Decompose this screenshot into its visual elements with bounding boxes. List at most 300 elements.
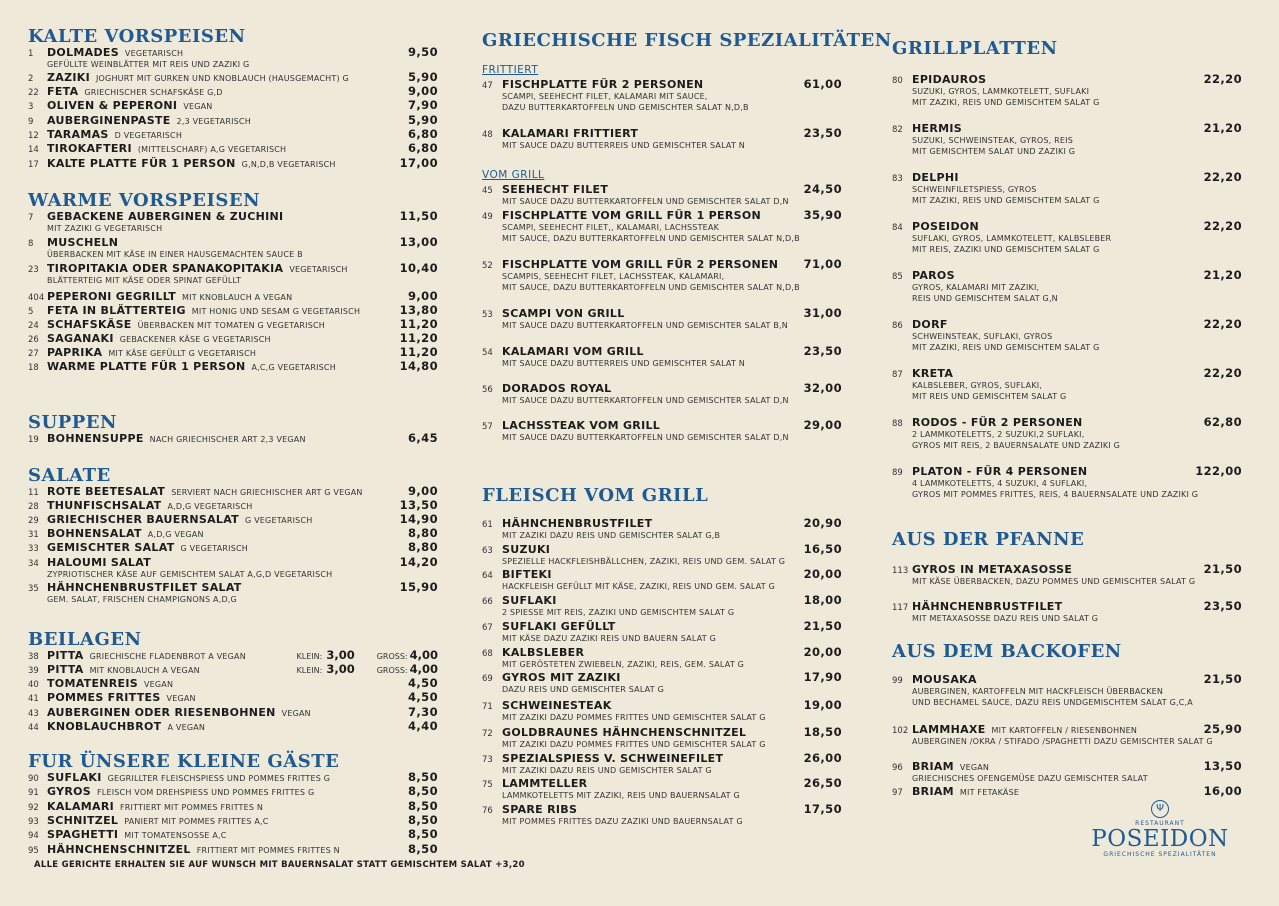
menu-item bbox=[28, 128, 438, 141]
item-number: 63 bbox=[482, 546, 493, 556]
item-description: MIT ZAZIKI DAZU POMMES FRITTES UND GEMISCHTER SALAT G bbox=[502, 740, 766, 749]
menu-item bbox=[28, 346, 438, 359]
item-number: 69 bbox=[482, 674, 493, 684]
menu-item-row bbox=[482, 419, 842, 432]
item-number: 86 bbox=[892, 321, 903, 331]
menu-item-row bbox=[482, 646, 842, 659]
item-description: MIT ZAZIKI, REIS UND GEMISCHTEM SALAT G bbox=[912, 196, 1100, 205]
menu-item-row bbox=[482, 803, 842, 816]
item-price: 8,50 bbox=[408, 827, 438, 841]
item-name: SPEZIALSPIESS V. SCHWEINEFILET bbox=[502, 752, 724, 765]
item-price: 32,00 bbox=[803, 381, 842, 395]
item-price: 7,30 bbox=[408, 705, 438, 719]
item-info: G,N,D,B VEGETARISCH bbox=[241, 160, 336, 169]
menu-item bbox=[28, 290, 438, 303]
item-number: 88 bbox=[892, 419, 903, 429]
item-name: FISCHPLATTE VOM GRILL FÜR 1 PERSON bbox=[502, 209, 761, 222]
menu-item bbox=[482, 671, 842, 695]
item-number: 92 bbox=[28, 803, 39, 813]
item-number: 75 bbox=[482, 780, 493, 790]
item-price: 21,20 bbox=[1203, 268, 1242, 282]
menu-item bbox=[482, 699, 842, 723]
item-description: SUZUKI, SCHWEINSTEAK, GYROS, REIS bbox=[912, 136, 1073, 145]
menu-item bbox=[28, 360, 438, 373]
item-name: KALTE PLATTE FÜR 1 PERSON bbox=[47, 157, 236, 170]
item-number: 71 bbox=[482, 702, 493, 712]
menu-item bbox=[28, 663, 438, 676]
item-price: 6,80 bbox=[408, 141, 438, 155]
item-number: 34 bbox=[28, 559, 39, 569]
item-price: 19,00 bbox=[803, 698, 842, 712]
menu-item bbox=[892, 73, 1242, 108]
item-price: 8,50 bbox=[408, 813, 438, 827]
menu-item-row bbox=[28, 142, 438, 155]
item-name: GOLDBRAUNES HÄHNCHENSCHNITZEL bbox=[502, 726, 747, 739]
item-price: 18,00 bbox=[803, 593, 842, 607]
item-name: SCHWEINESTEAK bbox=[502, 699, 612, 712]
item-description: SCAMPI, SEEHECHT FILET, KALAMARI MIT SAUCE, bbox=[502, 92, 708, 101]
item-description: SCHWEINSTEAK, SUFLAKI, GYROS bbox=[912, 332, 1053, 341]
item-description: SUZUKI, GYROS, LAMMKOTELETT, SUFLAKI bbox=[912, 87, 1090, 96]
item-number: 41 bbox=[28, 694, 39, 704]
item-name: GYROS bbox=[47, 785, 91, 798]
large-size-label: GROSS: bbox=[376, 666, 408, 675]
menu-item bbox=[482, 646, 842, 670]
item-info: A VEGAN bbox=[167, 723, 206, 732]
item-number: 99 bbox=[892, 676, 903, 686]
menu-item-row bbox=[482, 209, 842, 222]
item-name: GYROS MIT ZAZIKI bbox=[502, 671, 621, 684]
item-info: ÜBERBACKEN MIT TOMATEN G VEGETARISCH bbox=[137, 321, 325, 330]
item-price: 22,20 bbox=[1203, 72, 1242, 86]
item-name: SCAMPI VON GRILL bbox=[502, 307, 625, 320]
item-info: MIT TOMATENSOSSE A,C bbox=[124, 831, 227, 840]
item-price: 11,20 bbox=[399, 317, 438, 331]
menu-item bbox=[892, 563, 1242, 587]
menu-item bbox=[28, 513, 438, 526]
menu-item bbox=[28, 800, 438, 813]
item-description: 4 LAMMKOTELETTS, 4 SUZUKI, 4 SUFLAKI, bbox=[912, 479, 1088, 488]
item-name: HÄHNCHENBRUSTFILET SALAT bbox=[47, 581, 242, 594]
menu-item-row bbox=[28, 527, 438, 540]
item-number: 48 bbox=[482, 130, 493, 140]
item-number: 54 bbox=[482, 348, 493, 358]
item-description: AUBERGINEN /OKRA / STIFADO /SPAGHETTI DAZU GEMISCHTER SALAT G bbox=[912, 737, 1213, 746]
item-number: 43 bbox=[28, 709, 39, 719]
menu-item bbox=[482, 594, 842, 618]
menu-item bbox=[892, 600, 1242, 624]
item-name: AUBERGINEN ODER RIESENBOHNEN bbox=[47, 706, 276, 719]
menu-item-row bbox=[28, 677, 438, 690]
item-name: SPARE RIBS bbox=[502, 803, 578, 816]
menu-item bbox=[28, 332, 438, 345]
item-info: JOGHURT MIT GURKEN UND KNOBLAUCH (HAUSGEMACHT) G bbox=[95, 74, 349, 83]
menu-item bbox=[482, 127, 842, 151]
item-description: KALBSLEBER, GYROS, SUFLAKI, bbox=[912, 381, 1043, 390]
item-number: 7 bbox=[28, 213, 34, 223]
section-title-fleisch: FLEISCH VOM GRILL bbox=[482, 485, 709, 506]
menu-item-row bbox=[28, 71, 438, 84]
item-number: 40 bbox=[28, 680, 39, 690]
item-name: SUZUKI bbox=[502, 543, 551, 556]
item-number: 22 bbox=[28, 88, 39, 98]
item-name: KNOBLAUCHBROT bbox=[47, 720, 162, 733]
item-name: GEBACKENE AUBERGINEN & ZUCHINI bbox=[47, 210, 284, 223]
item-price: 8,80 bbox=[408, 526, 438, 540]
item-description: GYROS, KALAMARI MIT ZAZIKI, bbox=[912, 283, 1040, 292]
item-description: MIT SAUCE DAZU BUTTERKARTOFFELN UND GEMISCHTER SALAT B,N bbox=[502, 321, 788, 330]
item-description: GEM. SALAT, FRISCHEN CHAMPIGNONS A,D,G bbox=[47, 595, 237, 604]
item-price: 21,50 bbox=[803, 619, 842, 633]
item-name: KALAMARI FRITTIERT bbox=[502, 127, 639, 140]
item-description: MIT SAUCE DAZU BUTTERKARTOFFELN UND GEMISCHTER SALAT D,N bbox=[502, 433, 789, 442]
menu-item bbox=[28, 556, 438, 580]
item-name: BOHNENSALAT bbox=[47, 527, 142, 540]
item-number: 89 bbox=[892, 468, 903, 478]
menu-item-row bbox=[482, 568, 842, 581]
item-name: PAROS bbox=[912, 269, 955, 282]
item-number: 53 bbox=[482, 310, 493, 320]
item-name: POMMES FRITTES bbox=[47, 691, 161, 704]
item-info: MIT FETAKÄSE bbox=[959, 788, 1020, 797]
item-price: 14,80 bbox=[399, 359, 438, 373]
section-title-kinder: FUR ÜNSERE KLEINE GÄSTE bbox=[28, 751, 340, 772]
item-name: HERMIS bbox=[912, 122, 962, 135]
menu-item bbox=[28, 499, 438, 512]
item-number: 76 bbox=[482, 806, 493, 816]
subtitle-vom-grill: VOM GRILL bbox=[482, 169, 545, 181]
small-size-price: 3,00 bbox=[326, 662, 355, 676]
item-price: 20,00 bbox=[803, 645, 842, 659]
menu-item-row bbox=[482, 726, 842, 739]
item-name: OLIVEN & PEPERONI bbox=[47, 99, 178, 112]
item-info: VEGETARISCH bbox=[289, 265, 348, 274]
menu-item-row bbox=[28, 318, 438, 331]
item-description: LAMMKOTELETTS MIT ZAZIKI, REIS UND BAUERNSALAT G bbox=[502, 791, 740, 800]
menu-item-row bbox=[28, 499, 438, 512]
item-description: MIT REIS UND GEMISCHTEM SALAT G bbox=[912, 392, 1067, 401]
item-number: 8 bbox=[28, 239, 34, 249]
item-name: PEPERONI GEGRILLT bbox=[47, 290, 177, 303]
item-price: 14,20 bbox=[399, 555, 438, 569]
item-info: (MITTELSCHARF) A,G VEGETARISCH bbox=[137, 145, 287, 154]
item-price: 22,20 bbox=[1203, 366, 1242, 380]
item-number: 38 bbox=[28, 652, 39, 662]
menu-item-row bbox=[28, 485, 438, 498]
logo-subtitle: GRIECHISCHE SPEZIALITÄTEN bbox=[1103, 851, 1217, 858]
item-name: SUFLAKI bbox=[502, 594, 557, 607]
item-number: 44 bbox=[28, 723, 39, 733]
item-description: MIT ZAZIKI DAZU POMMES FRITTES UND GEMISCHTER SALAT G bbox=[502, 713, 766, 722]
item-price: 8,50 bbox=[408, 784, 438, 798]
item-number: 61 bbox=[482, 520, 493, 530]
item-price: 25,90 bbox=[1203, 722, 1242, 736]
section-title-salate: SALATE bbox=[28, 465, 111, 486]
item-description: 2 SPIESSE MIT REIS, ZAZIKI UND GEMISCHTEM SALAT G bbox=[502, 608, 735, 617]
menu-item bbox=[28, 649, 438, 662]
item-description: MIT KÄSE ÜBERBACKEN, DAZU POMMES UND GEMISCHTER SALAT G bbox=[912, 577, 1196, 586]
item-description: SUFLAKI, GYROS, LAMMKOTELETT, KALBSLEBER bbox=[912, 234, 1112, 243]
menu-item bbox=[482, 803, 842, 827]
item-description: REIS UND GEMISCHTEM SALAT G,N bbox=[912, 294, 1058, 303]
item-name: SPAGHETTI bbox=[47, 828, 119, 841]
item-price: 29,00 bbox=[803, 418, 842, 432]
menu-item-row bbox=[28, 706, 438, 719]
item-number: 28 bbox=[28, 502, 39, 512]
menu-item-row bbox=[28, 360, 438, 373]
menu-item-row bbox=[892, 122, 1242, 135]
logo-name: POSEIDON bbox=[1091, 826, 1229, 852]
item-name: FISCHPLATTE VOM GRILL FÜR 2 PERSONEN bbox=[502, 258, 779, 271]
item-name: AUBERGINENPASTE bbox=[47, 114, 171, 127]
menu-item bbox=[892, 269, 1242, 304]
item-number: 404 bbox=[28, 293, 45, 303]
menu-item-row bbox=[892, 73, 1242, 86]
item-name: HÄHNCHENBRUSTFILET bbox=[502, 517, 653, 530]
item-price: 18,50 bbox=[803, 725, 842, 739]
menu-item-row bbox=[28, 85, 438, 98]
menu-item bbox=[28, 236, 438, 260]
menu-item bbox=[892, 785, 1242, 798]
item-name: KALBSLEBER bbox=[502, 646, 585, 659]
item-number: 82 bbox=[892, 125, 903, 135]
item-price: 24,50 bbox=[803, 182, 842, 196]
section-title-suppen: SUPPEN bbox=[28, 412, 117, 433]
item-number: 73 bbox=[482, 755, 493, 765]
menu-item-row bbox=[28, 236, 438, 249]
item-number: 80 bbox=[892, 76, 903, 86]
item-name: SEEHECHT FILET bbox=[502, 183, 609, 196]
item-description: GEFÜLLTE WEINBLÄTTER MIT REIS UND ZAZIKI G bbox=[47, 60, 250, 69]
item-description: MIT GERÖSTETEN ZWIEBELN, ZAZIKI, REIS, GEM. SALAT G bbox=[502, 660, 745, 669]
menu-item-row bbox=[482, 620, 842, 633]
section-title-kalte-vorspeisen: KALTE VORSPEISEN bbox=[28, 26, 246, 47]
item-number: 117 bbox=[892, 603, 909, 613]
item-name: TOMATENREIS bbox=[47, 677, 138, 690]
salad-note: ALLE GERICHTE ERHALTEN SIE AUF WUNSCH MIT BAUERNSALAT STATT GEMISCHTEM SALAT +3,20 bbox=[34, 860, 525, 870]
item-name: EPIDAUROS bbox=[912, 73, 987, 86]
menu-item bbox=[892, 367, 1242, 402]
item-info: A,D,G VEGAN bbox=[147, 530, 204, 539]
item-number: 45 bbox=[482, 186, 493, 196]
menu-item-row bbox=[28, 720, 438, 733]
item-price: 8,80 bbox=[408, 540, 438, 554]
menu-item-row bbox=[28, 556, 438, 569]
item-number: 94 bbox=[28, 831, 39, 841]
menu-item-row bbox=[892, 220, 1242, 233]
item-number: 1 bbox=[28, 49, 34, 59]
item-price: 9,00 bbox=[408, 84, 438, 98]
menu-item bbox=[482, 345, 842, 369]
item-price: 7,90 bbox=[408, 98, 438, 112]
item-price: 8,50 bbox=[408, 842, 438, 856]
item-number: 93 bbox=[28, 817, 39, 827]
item-info: FLEISCH VOM DREHSPIESS UND POMMES FRITTES G bbox=[97, 788, 315, 797]
menu-item-row bbox=[28, 99, 438, 112]
menu-item bbox=[482, 307, 842, 331]
item-name: KRETA bbox=[912, 367, 954, 380]
item-price: 5,90 bbox=[408, 70, 438, 84]
menu-item bbox=[28, 581, 438, 605]
item-info: MIT HONIG UND SESAM G VEGETARISCH bbox=[191, 307, 361, 316]
item-price: 23,50 bbox=[803, 344, 842, 358]
menu-item-row bbox=[892, 367, 1242, 380]
item-number: 26 bbox=[28, 335, 39, 345]
menu-item bbox=[28, 720, 438, 733]
item-description: MIT SAUCE DAZU BUTTERKARTOFFELN UND GEMISCHTER SALAT D,N bbox=[502, 396, 789, 405]
item-description: SPEZIELLE HACKFLEISHBÄLLCHEN, ZAZIKI, REIS UND GEM. SALAT G bbox=[502, 557, 786, 566]
item-name: FETA bbox=[47, 85, 79, 98]
item-price: 23,50 bbox=[1203, 599, 1242, 613]
item-info: VEGAN bbox=[143, 680, 174, 689]
item-description: MIT METAXASOSSE DAZU REIS UND SALAT G bbox=[912, 614, 1099, 623]
item-name: GRIECHISCHER BAUERNSALAT bbox=[47, 513, 239, 526]
item-number: 72 bbox=[482, 729, 493, 739]
menu-item bbox=[28, 304, 438, 317]
item-description: AUBERGINEN, KARTOFFELN MIT HACKFLEISCH ÜBERBACKEN bbox=[912, 687, 1164, 696]
item-name: TIROKAFTERI bbox=[47, 142, 132, 155]
item-description: SCAMPI, SEEHECHT FILET,, KALAMARI, LACHSSTEAK bbox=[502, 223, 720, 232]
menu-item-row bbox=[28, 541, 438, 554]
small-size-label: KLEIN: bbox=[296, 666, 323, 675]
item-description: MIT GEMISCHTEM SALAT UND ZAZIKI G bbox=[912, 147, 1076, 156]
item-name: PAPRIKA bbox=[47, 346, 103, 359]
large-size-label: GROSS: bbox=[376, 652, 408, 661]
item-description: BLÄTTERTEIG MIT KÄSE ODER SPINAT GEFÜLLT bbox=[47, 276, 242, 285]
item-description: GRIECHISCHES OFENGEMÜSE DAZU GEMISCHTER SALAT bbox=[912, 774, 1148, 783]
item-number: 102 bbox=[892, 726, 909, 736]
menu-item-row bbox=[28, 46, 438, 59]
menu-item-row bbox=[482, 78, 842, 91]
menu-item bbox=[892, 760, 1242, 784]
item-info: MIT KNOBLAUCH A VEGAN bbox=[182, 293, 293, 302]
item-name: BIFTEKI bbox=[502, 568, 552, 581]
menu-item-row bbox=[482, 127, 842, 140]
item-price: 4,50 bbox=[408, 676, 438, 690]
item-number: 56 bbox=[482, 385, 493, 395]
menu-item bbox=[28, 71, 438, 84]
menu-item-row bbox=[28, 128, 438, 141]
item-info: GRIECHISCHE FLADENBROT A VEGAN bbox=[89, 652, 246, 661]
item-description: MIT ZAZIKI, REIS UND GEMISCHTEM SALAT G bbox=[912, 343, 1100, 352]
item-info: VEGETARISCH bbox=[124, 49, 184, 58]
menu-item-row bbox=[482, 671, 842, 684]
item-number: 91 bbox=[28, 788, 39, 798]
menu-item-row bbox=[28, 843, 438, 856]
item-description: SCAMPIS, SEEHECHT FILET, LACHSSTEAK, KALAMARI, bbox=[502, 272, 725, 281]
item-info: MIT KNOBLAUCH A VEGAN bbox=[89, 666, 200, 675]
item-number: 18 bbox=[28, 363, 39, 373]
item-name: PITTA bbox=[47, 649, 84, 662]
item-price: 20,90 bbox=[803, 516, 842, 530]
item-price: 61,00 bbox=[803, 77, 842, 91]
item-description: MIT SAUCE DAZU BUTTERKARTOFFELN UND GEMISCHTER SALAT D,N bbox=[502, 197, 789, 206]
item-price: 31,00 bbox=[803, 306, 842, 320]
item-price: 8,50 bbox=[408, 770, 438, 784]
item-number: 84 bbox=[892, 223, 903, 233]
item-price: 22,20 bbox=[1203, 317, 1242, 331]
item-description: UND BECHAMEL SAUCE, DAZU REIS UNDGEMISCHTEM SALAT G,C,A bbox=[912, 698, 1193, 707]
menu-item-row bbox=[892, 465, 1242, 478]
menu-item-row bbox=[28, 828, 438, 841]
menu-item-row bbox=[482, 594, 842, 607]
item-price: 11,20 bbox=[399, 331, 438, 345]
menu-item bbox=[482, 777, 842, 801]
item-name: ROTE BEETESALAT bbox=[47, 485, 166, 498]
item-description: MIT POMMES FRITTES DAZU ZAZIKI UND BAUERNSALAT G bbox=[502, 817, 743, 826]
item-price: 13,00 bbox=[399, 235, 438, 249]
menu-item-row bbox=[28, 332, 438, 345]
item-price: 9,50 bbox=[408, 45, 438, 59]
item-number: 64 bbox=[482, 571, 493, 581]
section-title-backofen: AUS DEM BACKOFEN bbox=[892, 641, 1122, 662]
item-price: 6,80 bbox=[408, 127, 438, 141]
menu-item bbox=[28, 771, 438, 784]
menu-item bbox=[28, 262, 438, 286]
item-price: 122,00 bbox=[1195, 464, 1242, 478]
menu-item-row bbox=[482, 258, 842, 271]
item-info: GRIECHISCHER SCHAFSKÄSE G,D bbox=[84, 88, 223, 97]
menu-item-row bbox=[28, 691, 438, 704]
menu-item bbox=[28, 706, 438, 719]
menu-item-row bbox=[28, 581, 438, 594]
menu-item-row bbox=[28, 771, 438, 784]
item-number: 33 bbox=[28, 544, 39, 554]
menu-item bbox=[482, 78, 842, 113]
item-info: VEGAN bbox=[959, 763, 990, 772]
item-number: 113 bbox=[892, 566, 909, 576]
menu-item-row bbox=[28, 814, 438, 827]
item-price: 17,90 bbox=[803, 670, 842, 684]
menu-item bbox=[28, 210, 438, 234]
logo-restaurant-label: RESTAURANT bbox=[1135, 820, 1185, 827]
menu-item bbox=[28, 157, 438, 170]
menu-item bbox=[892, 673, 1242, 708]
menu-item-row bbox=[482, 517, 842, 530]
menu-item bbox=[482, 419, 842, 443]
item-name: LACHSSTEAK VOM GRILL bbox=[502, 419, 661, 432]
menu-item-row bbox=[28, 210, 438, 223]
item-price: 16,00 bbox=[1203, 784, 1242, 798]
item-price: 62,80 bbox=[1203, 415, 1242, 429]
menu-item-row bbox=[28, 114, 438, 127]
item-price: 6,45 bbox=[408, 431, 438, 445]
item-name: TARAMAS bbox=[47, 128, 109, 141]
menu-item bbox=[892, 723, 1242, 747]
menu-item-row bbox=[892, 171, 1242, 184]
item-price: 4,50 bbox=[408, 690, 438, 704]
subtitle-frittiert: FRITTIERT bbox=[482, 64, 539, 76]
item-price: 21,50 bbox=[1203, 672, 1242, 686]
item-price: 4,00 bbox=[409, 648, 438, 662]
item-name: SCHAFSKÄSE bbox=[47, 318, 132, 331]
menu-item bbox=[482, 568, 842, 592]
item-name: RODOS - FÜR 2 PERSONEN bbox=[912, 416, 1083, 429]
item-description: MIT SAUCE DAZU BUTTERREIS UND GEMISCHTER SALAT N bbox=[502, 141, 745, 150]
item-number: 66 bbox=[482, 597, 493, 607]
menu-item bbox=[482, 543, 842, 567]
item-name: POSEIDON bbox=[912, 220, 980, 233]
menu-item-row bbox=[892, 416, 1242, 429]
item-number: 2 bbox=[28, 74, 34, 84]
menu-item bbox=[892, 416, 1242, 451]
item-description: MIT SAUCE, DAZU BUTTERKARTOFFELN UND GEMISCHTER SALAT N,D,B bbox=[502, 234, 800, 243]
menu-item bbox=[28, 114, 438, 127]
item-price: 17,00 bbox=[399, 156, 438, 170]
item-name: WARME PLATTE FÜR 1 PERSON bbox=[47, 360, 246, 373]
trident-icon: Ψ bbox=[1151, 800, 1169, 818]
item-price: 26,50 bbox=[803, 776, 842, 790]
